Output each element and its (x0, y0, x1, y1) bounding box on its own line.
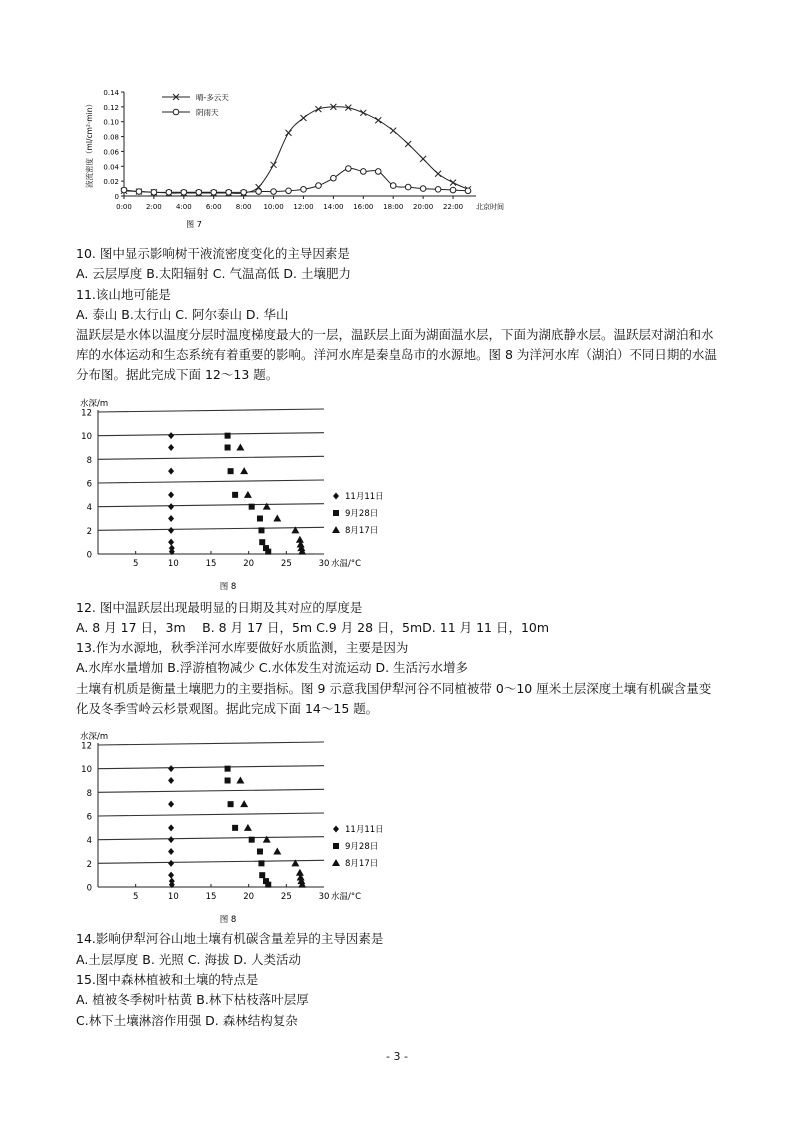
data-point (244, 491, 252, 498)
question-10: 10. 图中显示影响树干液流密度变化的主导因素是 (76, 246, 350, 261)
x-tick-label: 10 (167, 559, 179, 569)
data-point (232, 825, 238, 831)
x-axis-label: 水温/°C (331, 559, 362, 569)
x-tick-label: 20 (243, 559, 255, 569)
page-number: - 3 - (386, 1050, 408, 1063)
data-point (236, 777, 244, 784)
y-tick-label: 0.04 (103, 163, 119, 172)
data-point (244, 824, 252, 831)
data-point (249, 837, 255, 843)
data-point (263, 836, 271, 843)
data-point (361, 169, 367, 175)
data-point (257, 849, 263, 855)
data-point (168, 801, 174, 808)
x-tick-label: 30 (318, 892, 330, 902)
y-tick-label: 0 (114, 193, 119, 201)
y-tick-label: 8 (86, 788, 92, 799)
x-tick-label: 8:00 (235, 203, 252, 211)
x-axis-label: 北京时间 (476, 203, 504, 211)
data-point (168, 824, 174, 831)
data-point (241, 189, 247, 195)
y-tick-label: 0.06 (103, 148, 119, 157)
figure-caption: 图 8 (219, 915, 237, 925)
data-point (258, 527, 264, 533)
data-point (259, 539, 265, 545)
data-point (228, 801, 234, 807)
x-tick-label: 10 (167, 892, 179, 902)
x-tick-label: 4:00 (175, 203, 192, 211)
data-point (228, 468, 234, 474)
data-point (390, 128, 396, 134)
data-point (168, 468, 174, 475)
x-tick-label: 15 (205, 559, 217, 569)
chart-fig8-first (76, 393, 436, 598)
series-line (124, 168, 468, 192)
depth-gridline (98, 860, 324, 863)
depth-gridline (98, 456, 324, 459)
data-point (465, 188, 471, 194)
question-12-options: A. 8 月 17 日，3m B. 8 月 17 日，5m C.9 月 28 日，5mD. 11 月 11 日，10m (76, 620, 550, 635)
y-tick-label: 0.02 (103, 178, 119, 187)
y-tick-label: 12 (81, 408, 92, 419)
data-point (420, 156, 426, 162)
y-tick-label: 2 (86, 859, 92, 870)
data-point (168, 765, 174, 772)
data-point (168, 539, 174, 546)
data-point (332, 859, 340, 866)
question-11-options: A. 泰山 B.太行山 C. 阿尔泰山 D. 华山 (76, 307, 289, 322)
data-point (271, 162, 277, 168)
question-15: 15.图中森林植被和土壤的特点是 (76, 972, 259, 987)
data-point (240, 800, 248, 807)
y-tick-label: 0.08 (103, 133, 119, 142)
depth-gridline (98, 813, 324, 816)
data-point (226, 189, 232, 195)
question-14-options: A.土层厚度 B. 光照 C. 海拔 D. 人类活动 (76, 952, 301, 967)
y-tick-label: 0 (86, 550, 92, 561)
data-point (333, 843, 339, 849)
data-point (225, 778, 231, 784)
y-tick-label: 2 (86, 526, 92, 537)
depth-gridline (98, 766, 324, 769)
legend-label: 阴雨天 (196, 108, 219, 117)
y-tick-label: 0 (86, 883, 92, 894)
intro-14-15: 土壤有机质是衡量土壤肥力的主要指标。图 9 示意我国伊犁河谷不同植被带 0～10 厘米土层深度土壤有机碳含量变化及冬季雪岭云杉景观图。据此完成下面 14～15 题。 (76, 681, 712, 716)
depth-gridline (98, 742, 324, 745)
data-point (168, 860, 174, 867)
data-point (257, 516, 263, 522)
x-tick-label: 5 (132, 892, 139, 902)
question-14: 14.影响伊犁河谷山地土壤有机碳含量差异的主导因素是 (76, 931, 384, 946)
data-point (168, 515, 174, 522)
data-point (240, 467, 248, 474)
data-point (168, 444, 174, 451)
data-point (450, 187, 456, 193)
y-tick-label: 10 (81, 765, 92, 776)
y-axis-label: 水深/m (80, 732, 109, 742)
question-15-options-cd: C.林下土壤淋溶作用强 D. 森林结构复杂 (76, 1013, 298, 1028)
data-point (168, 836, 174, 843)
legend-label: 晴-多云天 (196, 93, 229, 102)
data-point (225, 766, 231, 772)
data-point (435, 171, 441, 177)
question-13-options: A.水库水量增加 B.浮游植物减少 C.水体发生对流运动 D. 生活污水增多 (76, 660, 469, 675)
y-tick-label: 4 (86, 503, 92, 514)
data-point (258, 860, 264, 866)
data-point (375, 117, 381, 123)
data-point (360, 110, 366, 116)
depth-gridline (98, 433, 324, 436)
x-tick-label: 20 (243, 892, 255, 902)
data-point (333, 510, 339, 516)
depth-gridline (98, 789, 324, 792)
x-tick-label: 10:00 (263, 203, 284, 211)
data-point (346, 166, 352, 172)
x-tick-label: 5 (132, 559, 139, 569)
y-tick-label: 12 (81, 741, 92, 752)
y-axis-label: 液流密度（ml/cm²·min） (85, 100, 94, 188)
x-tick-label: 0:00 (116, 203, 132, 211)
depth-gridline (98, 504, 324, 507)
data-point (225, 445, 231, 451)
data-point (333, 493, 339, 500)
data-point (390, 183, 396, 189)
data-point (256, 189, 262, 195)
data-point (316, 183, 322, 189)
data-point (168, 432, 174, 439)
question-12: 12. 图中温跃层出现最明显的日期及其对应的厚度是 (76, 600, 363, 615)
data-point (121, 187, 127, 193)
x-tick-label: 2:00 (146, 203, 162, 211)
x-tick-label: 25 (280, 892, 292, 902)
figure-caption: 图 8 (219, 582, 237, 592)
data-point (173, 109, 179, 115)
data-point (450, 180, 456, 186)
question-11: 11.该山地可能是 (76, 287, 171, 302)
data-point (263, 503, 271, 510)
intro-12-13: 温跃层是水体以温度分层时温度梯度最大的一层，温跃层上面为湖面温水层，下面为湖底静水层。温跃层对湖泊和水库的水体运动和生态系统有着重要的影响。洋河水库是秦皇岛市的水源地。图 8 为洋河水库（湖泊）不同日期的水温分布图。据此完成下面 12～13 题。 (76, 327, 717, 382)
data-point (420, 186, 426, 192)
y-tick-label: 0.12 (103, 103, 119, 112)
x-tick-label: 6:00 (205, 203, 222, 211)
x-tick-label: 22:00 (442, 203, 464, 211)
data-point (405, 184, 411, 190)
y-axis-label: 水深/m (80, 399, 109, 409)
data-point (286, 130, 292, 136)
data-point (296, 536, 304, 543)
y-tick-label: 0.10 (103, 118, 119, 127)
data-point (236, 444, 244, 451)
data-point (166, 189, 172, 195)
data-point (331, 175, 337, 181)
data-point (265, 549, 271, 555)
data-point (168, 777, 174, 784)
x-tick-label: 18:00 (383, 203, 404, 211)
data-point (332, 526, 340, 533)
x-tick-label: 20:00 (413, 203, 434, 211)
data-point (168, 491, 174, 498)
legend-label: 9月28日 (345, 509, 379, 519)
data-point (168, 503, 174, 510)
data-point (168, 872, 174, 879)
chart-fig8-second (76, 726, 436, 931)
x-tick-label: 12:00 (293, 203, 314, 211)
x-tick-label: 16:00 (353, 203, 374, 211)
data-point (333, 826, 339, 833)
question-13: 13.作为水源地，秋季洋河水库要做好水质监测，主要是因为 (76, 640, 409, 655)
question-15-options-ab: A. 植被冬季树叶枯黄 B.林下枯枝落叶层厚 (76, 992, 309, 1007)
data-point (273, 515, 281, 522)
data-point (168, 527, 174, 534)
data-point (271, 189, 277, 195)
series-line (124, 107, 468, 194)
legend-label: 8月17日 (345, 526, 379, 536)
y-tick-label: 8 (86, 455, 92, 466)
data-point (259, 872, 265, 878)
data-point (181, 189, 187, 195)
x-tick-label: 25 (280, 559, 292, 569)
legend-label: 8月17日 (345, 859, 379, 869)
chart-fig7 (76, 84, 516, 234)
legend-label: 11月11日 (345, 825, 384, 835)
data-point (435, 187, 441, 193)
data-point (265, 882, 271, 888)
data-point (301, 187, 307, 193)
data-point (168, 848, 174, 855)
data-point (225, 433, 231, 439)
data-point (286, 188, 292, 194)
data-point (300, 115, 306, 121)
y-tick-label: 4 (86, 836, 92, 847)
data-point (249, 504, 255, 510)
data-point (315, 106, 321, 112)
data-point (296, 869, 304, 876)
data-point (136, 189, 142, 195)
depth-gridline (98, 409, 324, 412)
question-10-options: A. 云层厚度 B.太阳辐射 C. 气温高低 D. 土壤肥力 (76, 266, 351, 281)
x-tick-label: 14:00 (323, 203, 344, 211)
depth-gridline (98, 527, 324, 530)
data-point (151, 189, 157, 195)
depth-gridline (98, 837, 324, 840)
legend-label: 11月11日 (345, 492, 384, 502)
x-tick-label: 30 (318, 559, 330, 569)
data-point (273, 848, 281, 855)
data-point (405, 141, 411, 147)
data-point (211, 189, 217, 195)
y-tick-label: 6 (86, 479, 92, 490)
x-tick-label: 15 (205, 892, 217, 902)
data-point (232, 492, 238, 498)
y-tick-label: 6 (86, 812, 92, 823)
figure-caption: 图 7 (186, 220, 202, 229)
legend-label: 9月28日 (345, 842, 379, 852)
data-point (196, 189, 202, 195)
data-point (375, 169, 381, 175)
depth-gridline (98, 480, 324, 483)
y-tick-label: 10 (81, 432, 92, 443)
x-axis-label: 水温/°C (331, 892, 362, 902)
y-tick-label: 0.14 (103, 89, 119, 97)
